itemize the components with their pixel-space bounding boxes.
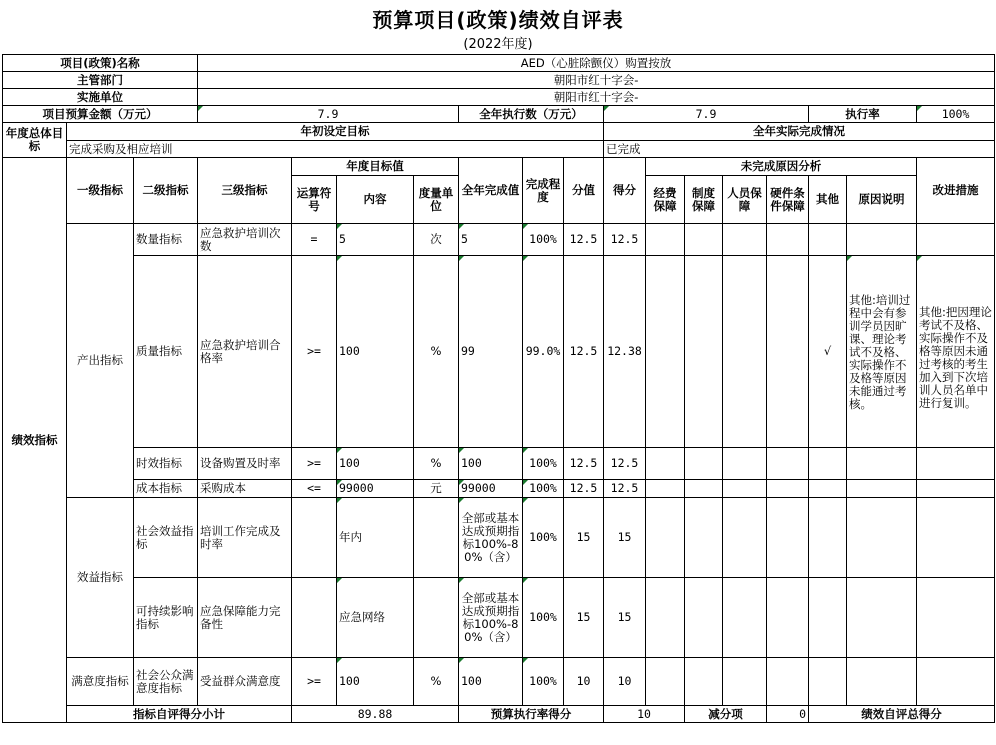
row-r-fund	[646, 480, 685, 498]
deduct-label: 减分项	[685, 706, 767, 723]
row-l3: 受益群众满意度	[198, 658, 292, 706]
row-l3: 设备购置及时率	[198, 448, 292, 480]
unit-measure-header: 度量单位	[414, 176, 459, 224]
row-content: 5	[337, 224, 414, 256]
row-r-other	[809, 480, 847, 498]
row-l2: 社会效益指标	[134, 498, 198, 578]
row-unit: %	[414, 658, 459, 706]
row-r-explain	[847, 578, 917, 658]
row-op: <=	[292, 480, 337, 498]
row-op: >=	[292, 256, 337, 448]
row-degree: 100%	[523, 448, 564, 480]
row-score-val: 10	[564, 658, 604, 706]
row-r-hw	[767, 658, 809, 706]
subtotal-value: 89.88	[292, 706, 459, 723]
row-unit	[414, 498, 459, 578]
reason-fund-header: 经费保障	[646, 176, 685, 224]
row-unit: %	[414, 448, 459, 480]
row-r-staff	[723, 224, 767, 256]
budget-label: 项目预算金额（万元）	[3, 106, 198, 123]
row-r-explain	[847, 448, 917, 480]
row-improve	[917, 498, 995, 578]
subtotal-label: 指标自评得分小计	[67, 706, 292, 723]
row-content: 应急网络	[337, 578, 414, 658]
row-r-hw	[767, 256, 809, 448]
total-label: 绩效自评总得分	[809, 706, 995, 723]
exec-rate-value: 100%	[917, 106, 995, 123]
project-name-label: 项目(政策)名称	[3, 55, 198, 72]
row-r-fund	[646, 224, 685, 256]
lvl2-header: 二级指标	[134, 158, 198, 224]
row-r-other	[809, 448, 847, 480]
row-done: 全部或基本达成预期指标100%-80%（含）	[459, 498, 523, 578]
row-l2: 质量指标	[134, 256, 198, 448]
row-score-val: 15	[564, 498, 604, 578]
reason-staff-header: 人员保障	[723, 176, 767, 224]
unit-value: 朝阳市红十字会-	[198, 89, 995, 106]
row-op: =	[292, 224, 337, 256]
dept-label: 主管部门	[3, 72, 198, 89]
row-score: 12.5	[604, 480, 646, 498]
actual-value: 已完成	[604, 141, 995, 158]
row-l3: 培训工作完成及时率	[198, 498, 292, 578]
page-subtitle-year: (2022年度)	[463, 37, 533, 52]
budget-score-label: 预算执行率得分	[459, 706, 604, 723]
row-unit: 元	[414, 480, 459, 498]
content-header: 内容	[337, 176, 414, 224]
row-r-system	[685, 578, 723, 658]
row-score-val: 15	[564, 578, 604, 658]
group-output: 产出指标	[67, 224, 134, 498]
initial-goal-value: 完成采购及相应培训	[67, 141, 604, 158]
row-improve	[917, 480, 995, 498]
dept-value: 朝阳市红十字会-	[198, 72, 995, 89]
row-r-hw	[767, 480, 809, 498]
actual-header: 全年实际完成情况	[604, 123, 995, 141]
row-score: 12.5	[604, 448, 646, 480]
op-header: 运算符号	[292, 176, 337, 224]
row-r-staff	[723, 480, 767, 498]
lvl1-header: 一级指标	[67, 158, 134, 224]
reason-system-header: 制度保障	[685, 176, 723, 224]
row-unit: %	[414, 256, 459, 448]
row-r-other	[809, 578, 847, 658]
row-score-val: 12.5	[564, 256, 604, 448]
overall-goal-label: 年度总体目标	[3, 123, 67, 158]
row-score: 12.38	[604, 256, 646, 448]
budget-score-value: 10	[604, 706, 685, 723]
row-r-system	[685, 498, 723, 578]
row-content: 100	[337, 448, 414, 480]
row-r-fund	[646, 256, 685, 448]
row-content: 100	[337, 256, 414, 448]
reason-explain-header: 原因说明	[847, 176, 917, 224]
project-name-value: AED（心脏除颤仪）购置按放	[198, 55, 995, 72]
row-score-val: 12.5	[564, 480, 604, 498]
row-degree: 100%	[523, 480, 564, 498]
row-degree: 100%	[523, 224, 564, 256]
row-r-explain	[847, 498, 917, 578]
row-r-hw	[767, 578, 809, 658]
reason-hw-header: 硬件条件保障	[767, 176, 809, 224]
row-r-other	[809, 498, 847, 578]
row-op	[292, 578, 337, 658]
row-r-explain: 其他:培训过程中会有参训学员因旷课、理论考试不及格、实际操作不及格等原因未能通过考核。	[847, 256, 917, 448]
row-op	[292, 498, 337, 578]
reason-analysis-header: 未完成原因分析	[646, 158, 917, 176]
row-r-system	[685, 224, 723, 256]
annual-target-header: 年度目标值	[292, 158, 459, 176]
improve-header: 改进措施	[917, 158, 995, 224]
deduct-value: 0	[767, 706, 809, 723]
row-r-hw	[767, 448, 809, 480]
row-score: 15	[604, 578, 646, 658]
row-improve	[917, 224, 995, 256]
self-evaluation-table	[2, 54, 995, 723]
row-content: 年内	[337, 498, 414, 578]
row-l3: 应急救护培训次数	[198, 224, 292, 256]
reason-other-header: 其他	[809, 176, 847, 224]
row-r-explain	[847, 480, 917, 498]
row-r-staff	[723, 578, 767, 658]
row-improve: 其他:把因理论考试不及格、实际操作不及格等原因未通过考核的考生加入到下次培训人员名单中进行复训。	[917, 256, 995, 448]
row-l2: 数量指标	[134, 224, 198, 256]
row-score-val: 12.5	[564, 224, 604, 256]
row-done: 5	[459, 224, 523, 256]
row-improve	[917, 578, 995, 658]
row-r-other	[809, 658, 847, 706]
annual-done-header: 全年完成值	[459, 158, 523, 224]
row-r-system	[685, 658, 723, 706]
row-r-staff	[723, 658, 767, 706]
row-r-staff	[723, 256, 767, 448]
score-val-header: 分值	[564, 158, 604, 224]
group-benefit: 效益指标	[67, 498, 134, 658]
annual-exec-value: 7.9	[604, 106, 809, 123]
perf-indicator-label: 绩效指标	[3, 158, 67, 723]
row-r-explain	[847, 224, 917, 256]
row-r-hw	[767, 224, 809, 256]
budget-value: 7.9	[198, 106, 459, 123]
row-l3: 应急保障能力完备性	[198, 578, 292, 658]
exec-rate-label: 执行率	[809, 106, 917, 123]
page-title: 预算项目(政策)绩效自评表	[372, 8, 624, 32]
row-r-fund	[646, 448, 685, 480]
row-r-fund	[646, 658, 685, 706]
row-l3: 应急救护培训合格率	[198, 256, 292, 448]
row-r-system	[685, 480, 723, 498]
row-r-fund	[646, 578, 685, 658]
row-done: 100	[459, 448, 523, 480]
row-improve	[917, 658, 995, 706]
row-content: 100	[337, 658, 414, 706]
row-unit	[414, 578, 459, 658]
row-improve	[917, 448, 995, 480]
row-unit: 次	[414, 224, 459, 256]
row-r-fund	[646, 498, 685, 578]
row-score: 10	[604, 658, 646, 706]
row-content: 99000	[337, 480, 414, 498]
row-r-other	[809, 224, 847, 256]
row-done: 99000	[459, 480, 523, 498]
row-degree: 100%	[523, 498, 564, 578]
row-l2: 成本指标	[134, 480, 198, 498]
row-score: 12.5	[604, 224, 646, 256]
unit-label: 实施单位	[3, 89, 198, 106]
group-satisfaction: 满意度指标	[67, 658, 134, 706]
score-header: 得分	[604, 158, 646, 224]
initial-goal-header: 年初设定目标	[67, 123, 604, 141]
row-r-staff	[723, 448, 767, 480]
row-l3: 采购成本	[198, 480, 292, 498]
row-done: 100	[459, 658, 523, 706]
row-r-system	[685, 256, 723, 448]
row-op: >=	[292, 448, 337, 480]
row-score-val: 12.5	[564, 448, 604, 480]
row-r-explain	[847, 658, 917, 706]
lvl3-header: 三级指标	[198, 158, 292, 224]
degree-header: 完成程度	[523, 158, 564, 224]
row-r-hw	[767, 498, 809, 578]
row-degree: 100%	[523, 658, 564, 706]
annual-exec-label: 全年执行数（万元）	[459, 106, 604, 123]
row-r-staff	[723, 498, 767, 578]
row-score: 15	[604, 498, 646, 578]
row-degree: 100%	[523, 578, 564, 658]
row-degree: 99.0%	[523, 256, 564, 448]
row-l2: 社会公众满意度指标	[134, 658, 198, 706]
row-l2: 时效指标	[134, 448, 198, 480]
row-r-other-check: √	[809, 256, 847, 448]
row-done: 全部或基本达成预期指标100%-80%（含）	[459, 578, 523, 658]
row-l2: 可持续影响指标	[134, 578, 198, 658]
row-done: 99	[459, 256, 523, 448]
row-r-system	[685, 448, 723, 480]
row-op: >=	[292, 658, 337, 706]
